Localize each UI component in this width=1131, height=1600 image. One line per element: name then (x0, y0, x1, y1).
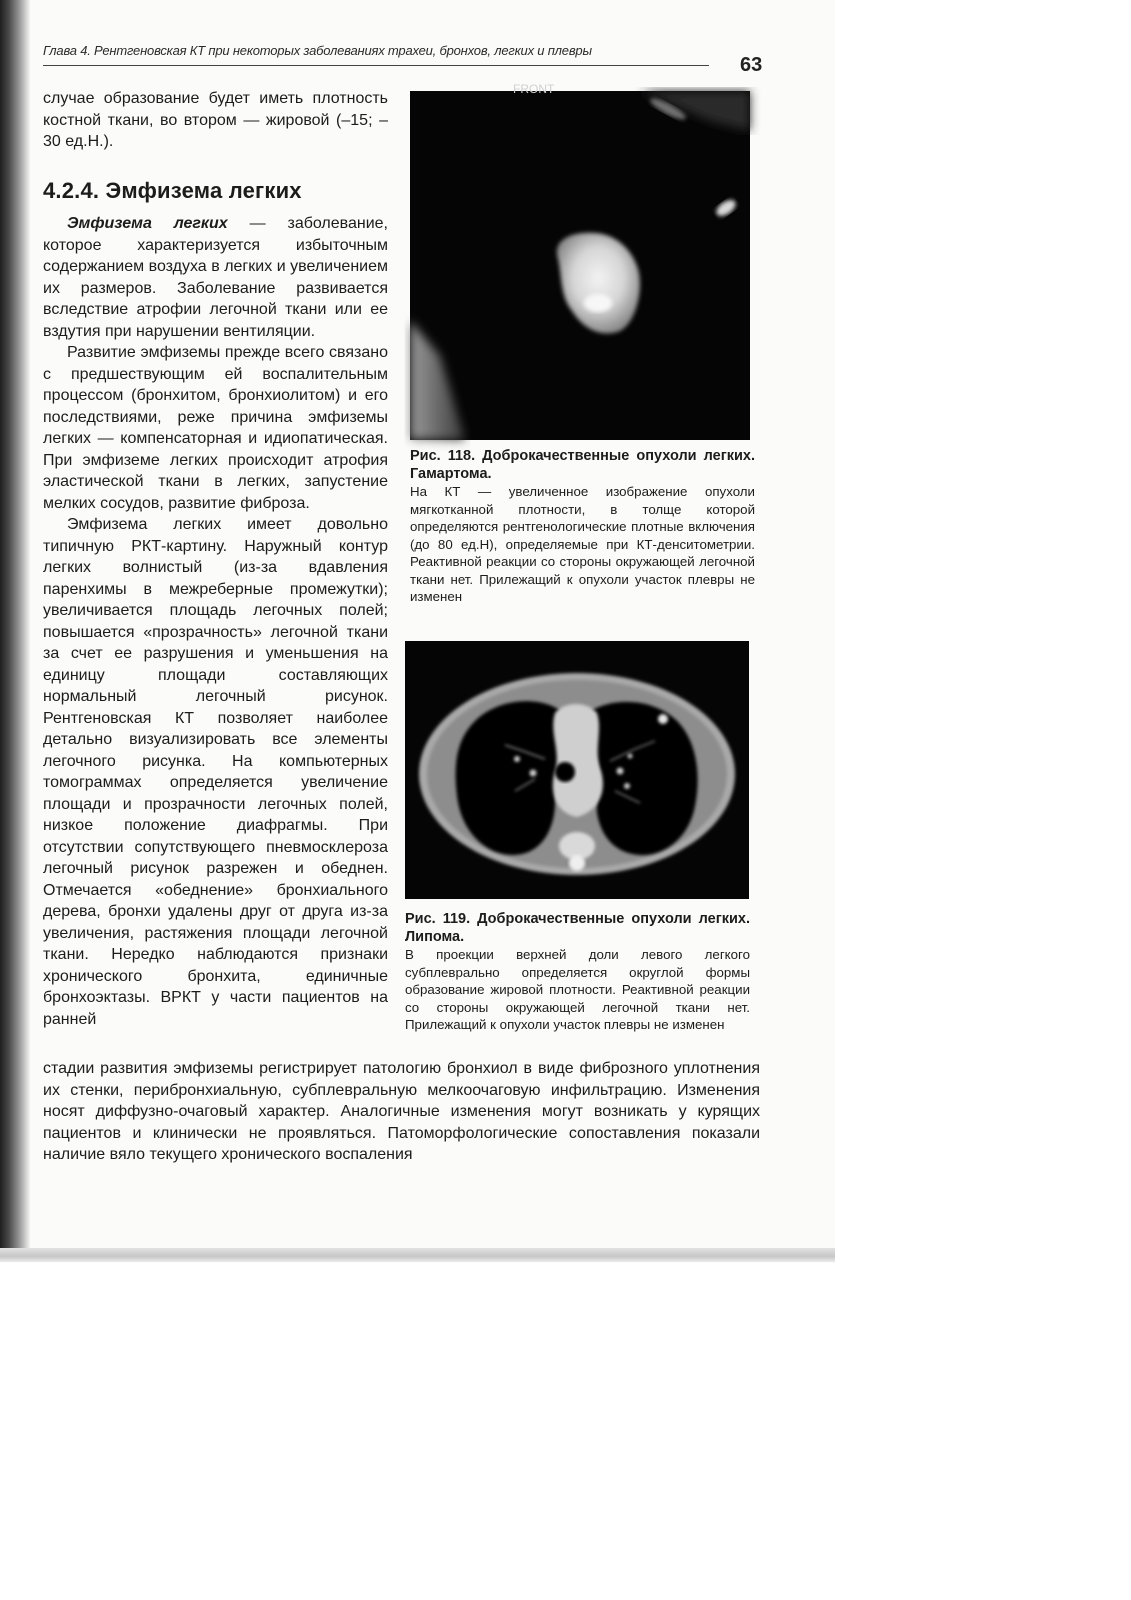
trachea (555, 762, 575, 782)
figure-119-title: Рис. 119. Доброкачественные опухоли легких. Липома. (405, 911, 750, 945)
mediastinum (553, 704, 603, 817)
running-head: Глава 4. Рентгеновская КТ при некоторых заболеваниях трахеи, бронхов, легких и плевры (43, 43, 592, 58)
figure-119-caption (405, 910, 750, 1034)
header-rule (43, 65, 709, 66)
figure-118-caption (410, 447, 755, 606)
definition-paragraph (43, 213, 388, 342)
left-column (43, 88, 388, 1030)
definition-text: — заболевание, которое характеризуется избыточным содержанием воздуха в легких и увеличением их размеров. Заболевание развивается вследствие атрофии легочной ткани или ее вздутия при нарушении вентиляции. (43, 215, 388, 340)
page-bottom-edge (0, 1248, 835, 1262)
full-width-text (43, 1058, 760, 1166)
spine-shadow (0, 0, 30, 1250)
definition-term: Эмфизема легких (67, 215, 228, 232)
body-paragraph-2: Развитие эмфиземы прежде всего связано с предшествующим ей воспалительным процессом (бронхитом, бронхиолитом) и его последствиями, реже причина эмфиземы легких — компенсаторная и идиопатическая. При эмфиземе легких происходит атрофия эластической ткани в легких, запустение мелких сосудов, развитие фиброза. (43, 344, 388, 512)
lipoma-ct-svg (405, 641, 749, 899)
page-number: 63 (740, 54, 763, 76)
front-label: FRONT (513, 82, 555, 96)
figure-119-ct-image (405, 641, 749, 899)
continuation-paragraph: стадии развития эмфиземы регистрирует патологию бронхиол в виде фиброзного уплотнения их стенки, перибронхиальную, субплевральную мелкоочаговую инфильтрацию. Изменения носят диффузно-очаговый характер. Аналогичные изменения могут возникать у курящих пациентов и клинически не проявляться. Патоморфологические сопоставления показали наличие вяло текущего хронического воспаления (43, 1060, 760, 1163)
intro-paragraph: случае образование будет иметь плотность костной ткани, во втором — жировой (–15; –30 ед.Н.). (43, 90, 388, 150)
figure-118-text: На КТ — увеличенное изображение опухоли мягкотканной плотности, в толще которой определяются рентгенологические плотные включения (до 80 ед.Н), определяемые при КТ-денситометрии. Реактивной реакции со стороны окружающей легочной ткани нет. Прилежащий к опухоли участок плевры не изменен (410, 484, 755, 604)
figure-119-text: В проекции верхней доли левого легкого субплеврально определяется округлой формы образование жировой плотности. Реактивной реакции со стороны окружающей легочной ткани нет. Прилежащий к опухоли участок плевры не изменен (405, 947, 750, 1032)
figure-118-title: Рис. 118. Доброкачественные опухоли легких. Гамартома. (410, 448, 755, 482)
hamartoma-ct-svg (410, 82, 750, 440)
lipoma-lesion (658, 714, 668, 724)
figure-118-ct-image (410, 82, 750, 440)
body-paragraph-3: Эмфизема легких имеет довольно типичную РКТ-картину. Наружный контур легких волнистый (из-за вдавления паренхимы в межреберные промежутки); увеличивается площадь легочных полей; повышается «прозрачность» легочной ткани за счет ее разрушения и уменьшения на единицу площади составляющих нормальный легочный рисунок. Рентгеновская КТ позволяет наиболее детально визуализировать все элементы легочного рисунка. На компьютерных томограммах определяется увеличение площади и прозрачности легочных полей, низкое положение диафрагмы. При отсутствии сопутствующего пневмосклероза легочный рисунок разрежен и обеднен. Отмечается «обеднение» бронхиального дерева, бронхи удалены друг от друга из-за увеличения, растяжения площади легочной ткани. Нередко наблюдаются признаки хронического бронхита, единичные бронхоэктазы. ВРКТ у части пациентов на ранней (43, 516, 388, 1028)
section-title: 4.2.4. Эмфизема легких (43, 177, 302, 203)
